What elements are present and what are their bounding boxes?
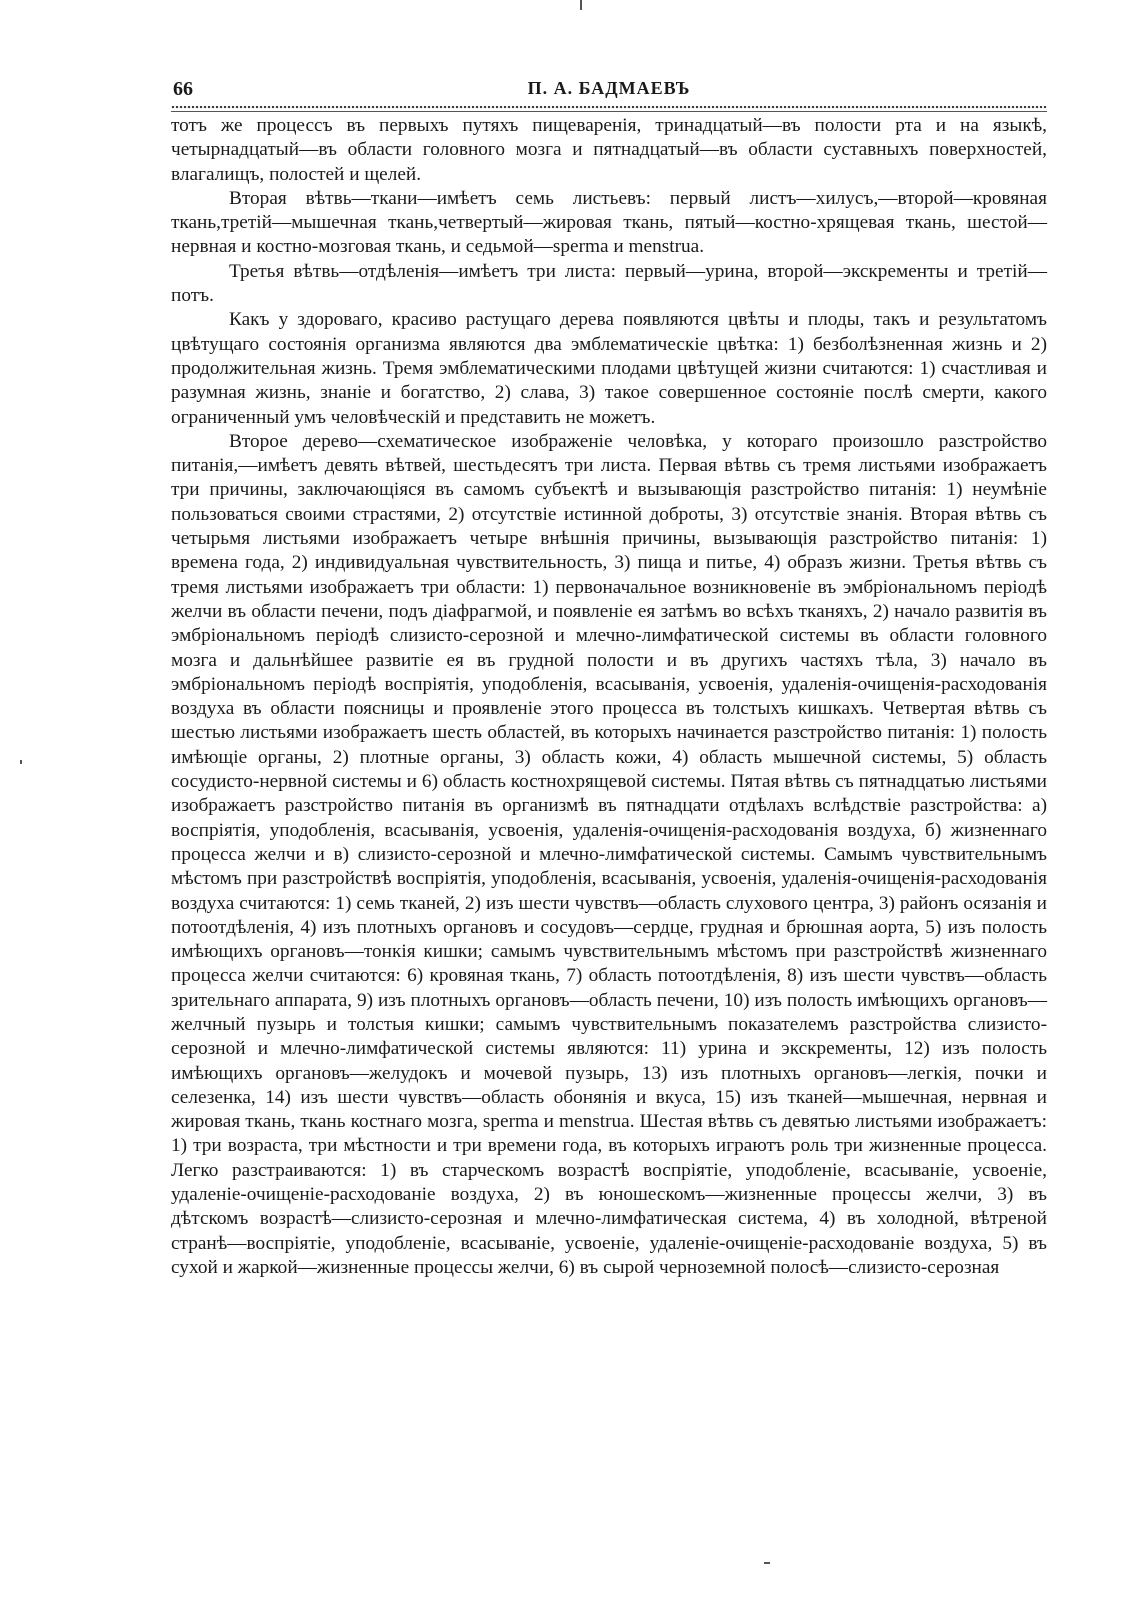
page-header: [171, 78, 1047, 106]
scan-speck: [764, 1562, 770, 1564]
body-text: [171, 114, 1047, 1280]
paragraph: Какъ у здороваго, красиво растущаго дерева появляются цвѣты и плоды, такъ и результатомъ цвѣтущаго состоянія организма являются два эмблематическіе цвѣтка: 1) безболѣзненная жизнь и 2) продолжительная жизнь. Тремя эмблематическими плодами цвѣтущей жизни считаются: 1) счастливая и разумная жизнь, знаніе и богатство, 2) слава, 3) такое совершенное состояніе послѣ смерти, какого ограниченный умъ человѣческій и представить не можетъ.: [171, 309, 1047, 428]
paragraph: Вторая вѣтвь—ткани—имѣетъ семь листьевъ: первый листъ—хилусъ,—второй—кровяная ткань,третій—мышечная ткань,четвертый—жировая ткань, пятый—костно-хрящевая ткань, шестой—нервная и костно-мозговая ткань, и седьмой—sperma и menstrua.: [171, 187, 1047, 258]
paragraph: Третья вѣтвь—отдѣленія—имѣетъ три листа: первый—урина, второй—экскременты и третій—потъ.: [171, 260, 1047, 307]
page: [171, 78, 1047, 1280]
paragraph: тотъ же процессъ въ первыхъ путяхъ пищеваренія, тринадцатый—въ полости рта и на языкѣ, четырнадцатый—въ области головного мозга и пятнадцатый—въ области суставныхъ поверхностей, влагалищъ, полостей и щелей.: [171, 115, 1047, 185]
header-rule: [171, 106, 1047, 112]
running-title: П. А. БАДМАЕВЪ: [527, 78, 691, 98]
scan-speck: [20, 760, 22, 764]
paragraph: Второе дерево—схематическое изображеніе человѣка, у котораго произошло разстройство питанія,—имѣетъ девять вѣтвей, шестьдесятъ три листа. Первая вѣтвь съ тремя листьями изображаетъ три причины, заключающіяся въ самомъ субъектѣ и вызывающія разстройство питанія: 1) неумѣніе пользоваться своими страстями, 2) отсутствіе истинной доброты, 3) отсутствіе знанія. Вторая вѣтвь съ четырьмя листьями изображаетъ четыре внѣшнія причины, вызывающія разстройство питанія: 1) времена года, 2) индивидуальная чувствительность, 3) пища и питье, 4) образъ жизни. Третья вѣтвь съ тремя листьями изображаетъ три области: 1) первоначальное возникновеніе въ эмбріональномъ періодѣ желчи въ области печени, подъ діафрагмой, и появленіе ея затѣмъ во всѣхъ тканяхъ, 2) начало развитія въ эмбріональномъ періодѣ слизисто-серозной и млечно-лимфатической системы въ области головного мозга и дальнѣйшее развитіе ея въ грудной полости и въ другихъ частяхъ тѣла, 3) начало въ эмбріональномъ періодѣ воспріятія, уподобленія, всасыванія, усвоенія, удаленія-очищенія-расходованія воздуха въ области поясницы и проявленіе этого процесса въ толстыхъ кишкахъ. Четвертая вѣтвь съ шестью листьями изображаетъ шесть областей, въ которыхъ начинается разстройство питанія: 1) полость имѣющіе органы, 2) плотные органы, 3) область кожи, 4) область мышечной системы, 5) область сосудисто-нервной системы и 6) область костнохрящевой системы. Пятая вѣтвь съ пятнадцатью листьями изображаетъ разстройство питанія въ организмѣ въ пятнадцати отдѣлахъ вслѣдствіе разстройства: а) воспріятія, уподобленія, всасыванія, усвоенія, удаленія-очищенія-расходованія воздуха, б) жизненнаго процесса желчи и в) слизисто-серозной и млечно-лимфатической системы. Самымъ чувствительнымъ мѣстомъ при разстройствѣ воспріятія, уподобленія, всасыванія, усвоенія, удаленія-очищенія-расходованія воздуха считаются: 1) семь тканей, 2) изъ шести чувствъ—область слухового центра, 3) районъ осязанія и потоотдѣленія, 4) изъ плотныхъ органовъ и сосудовъ—сердце, грудная и брюшная аорта, 5) изъ полость имѣющихъ органовъ—тонкія кишки; самымъ чувствительнымъ мѣстомъ при разстройствѣ жизненнаго процесса желчи считаются: 6) кровяная ткань, 7) область потоотдѣленія, 8) изъ шести чувствъ—область зрительнаго аппарата, 9) изъ плотныхъ органовъ—область печени, 10) изъ полость имѣющихъ органовъ—желчный пузырь и толстыя кишки; самымъ чувствительнымъ показателемъ разстройства слизисто-серозной и млечно-лимфатической системы являются: 11) урина и экскременты, 12) изъ полость имѣющихъ органовъ—желудокъ и мочевой пузырь, 13) изъ плотныхъ органовъ—легкія, почки и селезенка, 14) изъ шести чувствъ—область обонянія и вкуса, 15) изъ тканей—мышечная, нервная и жировая ткань, ткань костнаго мозга, sperma и menstrua. Шестая вѣтвь съ девятью листьями изображаетъ: 1) три возраста, три мѣстности и три времени года, въ которыхъ играютъ роль три жизненные процесса. Легко разстраиваются: 1) въ старческомъ возрастѣ воспріятіе, уподобленіе, всасываніе, усвоеніе, удаленіе-очищеніе-расходованіе воздуха, 2) въ юношескомъ—жизненные процессы желчи, 3) въ дѣтскомъ возрастѣ—слизисто-серозная и млечно-лимфатическая система, 4) въ холодной, вѣтреной странѣ—воспріятіе, уподобленіе, всасываніе, усвоеніе, удаленіе-очищеніе-расходованіе воздуха, 5) въ сухой и жаркой—жизненные процессы желчи, 6) въ сырой черноземной полосѣ—слизисто-серозная: [171, 430, 1047, 1278]
scan-speck: [580, 0, 582, 10]
page-number: 66: [173, 78, 193, 100]
